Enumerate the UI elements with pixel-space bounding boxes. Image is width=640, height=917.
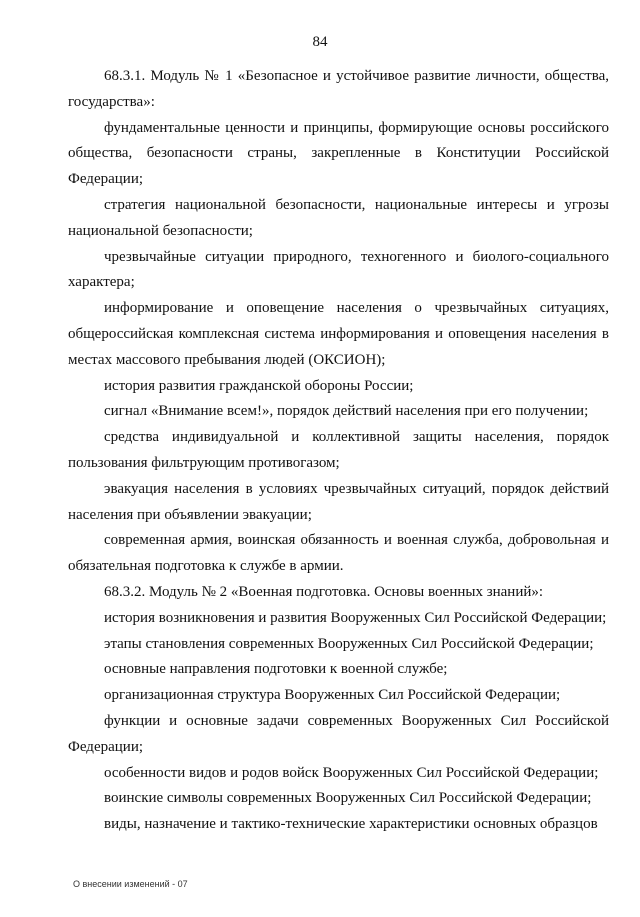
paragraph: чрезвычайные ситуации природного, техногенного и биолого-социального характера;	[68, 248, 609, 291]
paragraph: современная армия, воинская обязанность и военная служба, добровольная и обязательная подготовка к службе в армии.	[68, 532, 609, 575]
paragraph: история возникновения и развития Вооруженных Сил Российской Федерации;	[104, 609, 607, 626]
page-footer: О внесении изменений - 07	[73, 879, 188, 889]
paragraph: особенности видов и родов войск Вооруженных Сил Российской Федерации;	[104, 764, 599, 781]
paragraph: функции и основные задачи современных Вооруженных Сил Российской Федерации;	[68, 712, 609, 755]
paragraph: история развития гражданской обороны России;	[104, 377, 414, 394]
paragraph: основные направления подготовки к военной службе;	[104, 661, 448, 678]
paragraph: фундаментальные ценности и принципы, формирующие основы российского общества, безопасности страны, закрепленные в Конституции Российской Федерации;	[68, 119, 609, 188]
paragraph: организационная структура Вооруженных Сил Российской Федерации;	[104, 687, 561, 704]
paragraph: сигнал «Внимание всем!», порядок действий населения при его получении;	[104, 403, 589, 420]
paragraph: этапы становления современных Вооруженных Сил Российской Федерации;	[104, 635, 594, 652]
paragraph: эвакуация населения в условиях чрезвычайных ситуаций, порядок действий населения при объявлении эвакуации;	[68, 480, 609, 523]
paragraph: виды, назначение и тактико-технические характеристики основных образцов	[104, 816, 598, 833]
paragraph-module-2-heading: 68.3.2. Модуль № 2 «Военная подготовка. Основы военных знаний»:	[104, 583, 544, 600]
document-body	[68, 64, 609, 838]
page-number: 84	[312, 34, 328, 50]
paragraph: средства индивидуальной и коллективной защиты населения, порядок пользования фильтрующим противогазом;	[68, 429, 609, 471]
paragraph: информирование и оповещение населения о чрезвычайных ситуациях, общероссийская комплексная система информирования и оповещения населения в местах массового пребывания людей (ОКСИОН);	[68, 300, 609, 368]
paragraph: стратегия национальной безопасности, национальные интересы и угрозы национальной безопасности;	[68, 196, 609, 239]
paragraph: воинские символы современных Вооруженных Сил Российской Федерации;	[104, 790, 592, 807]
paragraph-module-1-heading: 68.3.1. Модуль № 1 «Безопасное и устойчивое развитие личности, общества, государства»:	[68, 68, 609, 110]
